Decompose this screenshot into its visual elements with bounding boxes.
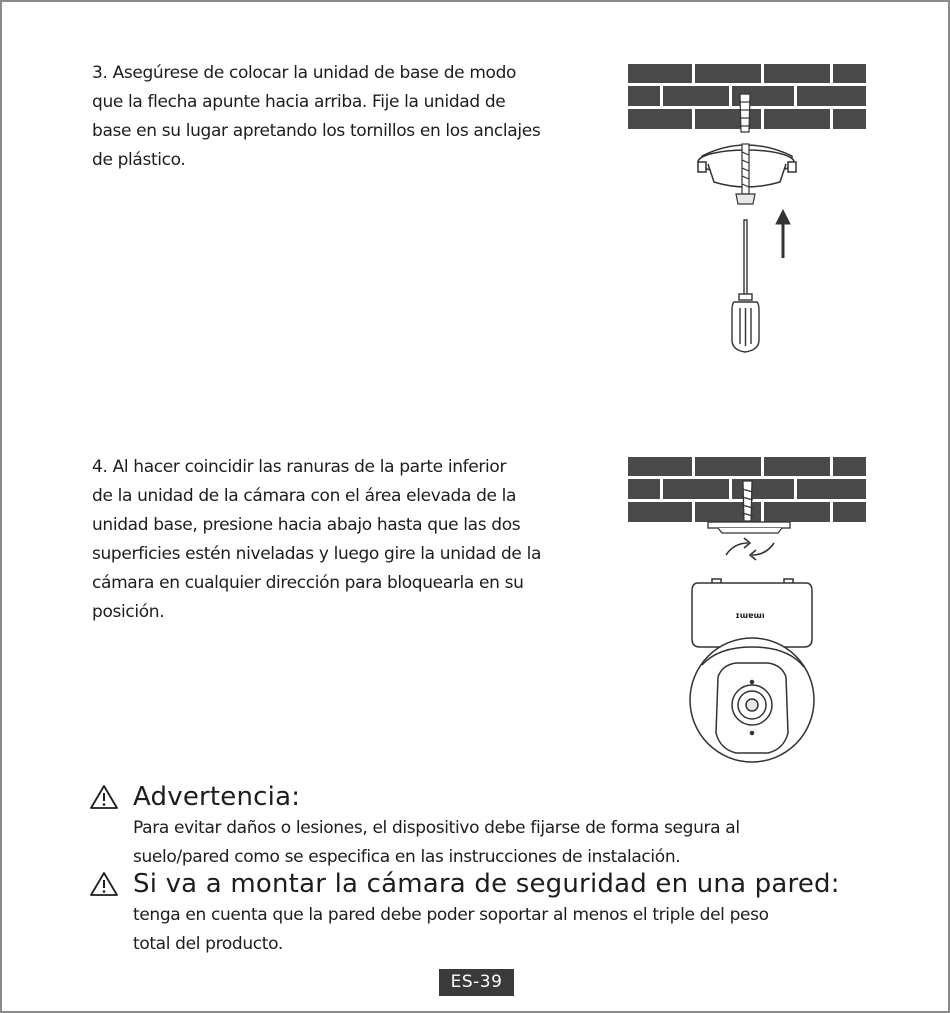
up-arrow-icon bbox=[776, 210, 790, 258]
warning-2-line: total del producto. bbox=[133, 934, 283, 954]
step-3-line: que la flecha apunte hacia arriba. Fije la unidad de bbox=[92, 92, 506, 112]
step-4-line: unidad base, presione hacia abajo hasta que las dos bbox=[92, 515, 521, 535]
mounted-screw bbox=[742, 481, 753, 521]
step-4-line: 4. Al hacer coincidir las ranuras de la parte inferior bbox=[92, 457, 507, 477]
step-4-instructions bbox=[92, 453, 602, 627]
page-number-badge: ES-39 bbox=[439, 969, 514, 996]
warning-1-line: suelo/pared como se especifica en las instrucciones de instalación. bbox=[133, 847, 681, 867]
mounted-base-plate bbox=[708, 522, 790, 533]
step-3-line: base en su lugar apretando los tornillos en los anclajes bbox=[92, 121, 541, 141]
warning-2-title: Si va a montar la cámara de seguridad en una pared: bbox=[133, 869, 840, 899]
step-4-line: superficies estén niveladas y luego gire la unidad de la bbox=[92, 544, 542, 564]
warning-1-line: Para evitar daños o lesiones, el dispositivo debe fijarse de forma segura al bbox=[133, 818, 740, 838]
step-4-line: posición. bbox=[92, 602, 165, 622]
warning-2-line: tenga en cuenta que la pared debe poder soportar al menos el triple del peso bbox=[133, 905, 769, 925]
warning-2-header bbox=[89, 869, 840, 899]
step-3-instructions bbox=[92, 59, 602, 175]
step-4-line: cámara en cualquier dirección para bloquearla en su bbox=[92, 573, 524, 593]
step-4-line: de la unidad de la cámara con el área elevada de la bbox=[92, 486, 517, 506]
warning-1-title: Advertencia: bbox=[133, 782, 301, 812]
rotate-arrows-icon bbox=[726, 538, 774, 560]
step-4-illustration bbox=[622, 451, 872, 771]
warning-triangle-icon bbox=[89, 784, 119, 810]
plastic-anchor bbox=[739, 94, 751, 132]
warning-1-header bbox=[89, 782, 300, 812]
warning-2-body bbox=[133, 901, 853, 959]
step-3-line: de plástico. bbox=[92, 150, 186, 170]
camera-unit bbox=[690, 579, 814, 762]
camera-brand-label: ɪɯɐɯı bbox=[735, 611, 765, 620]
warning-triangle-icon bbox=[89, 871, 119, 897]
warning-1-body bbox=[133, 814, 853, 872]
step-3-line: 3. Asegúrese de colocar la unidad de base de modo bbox=[92, 63, 517, 83]
screwdriver bbox=[732, 220, 759, 352]
step-3-illustration bbox=[622, 58, 872, 358]
